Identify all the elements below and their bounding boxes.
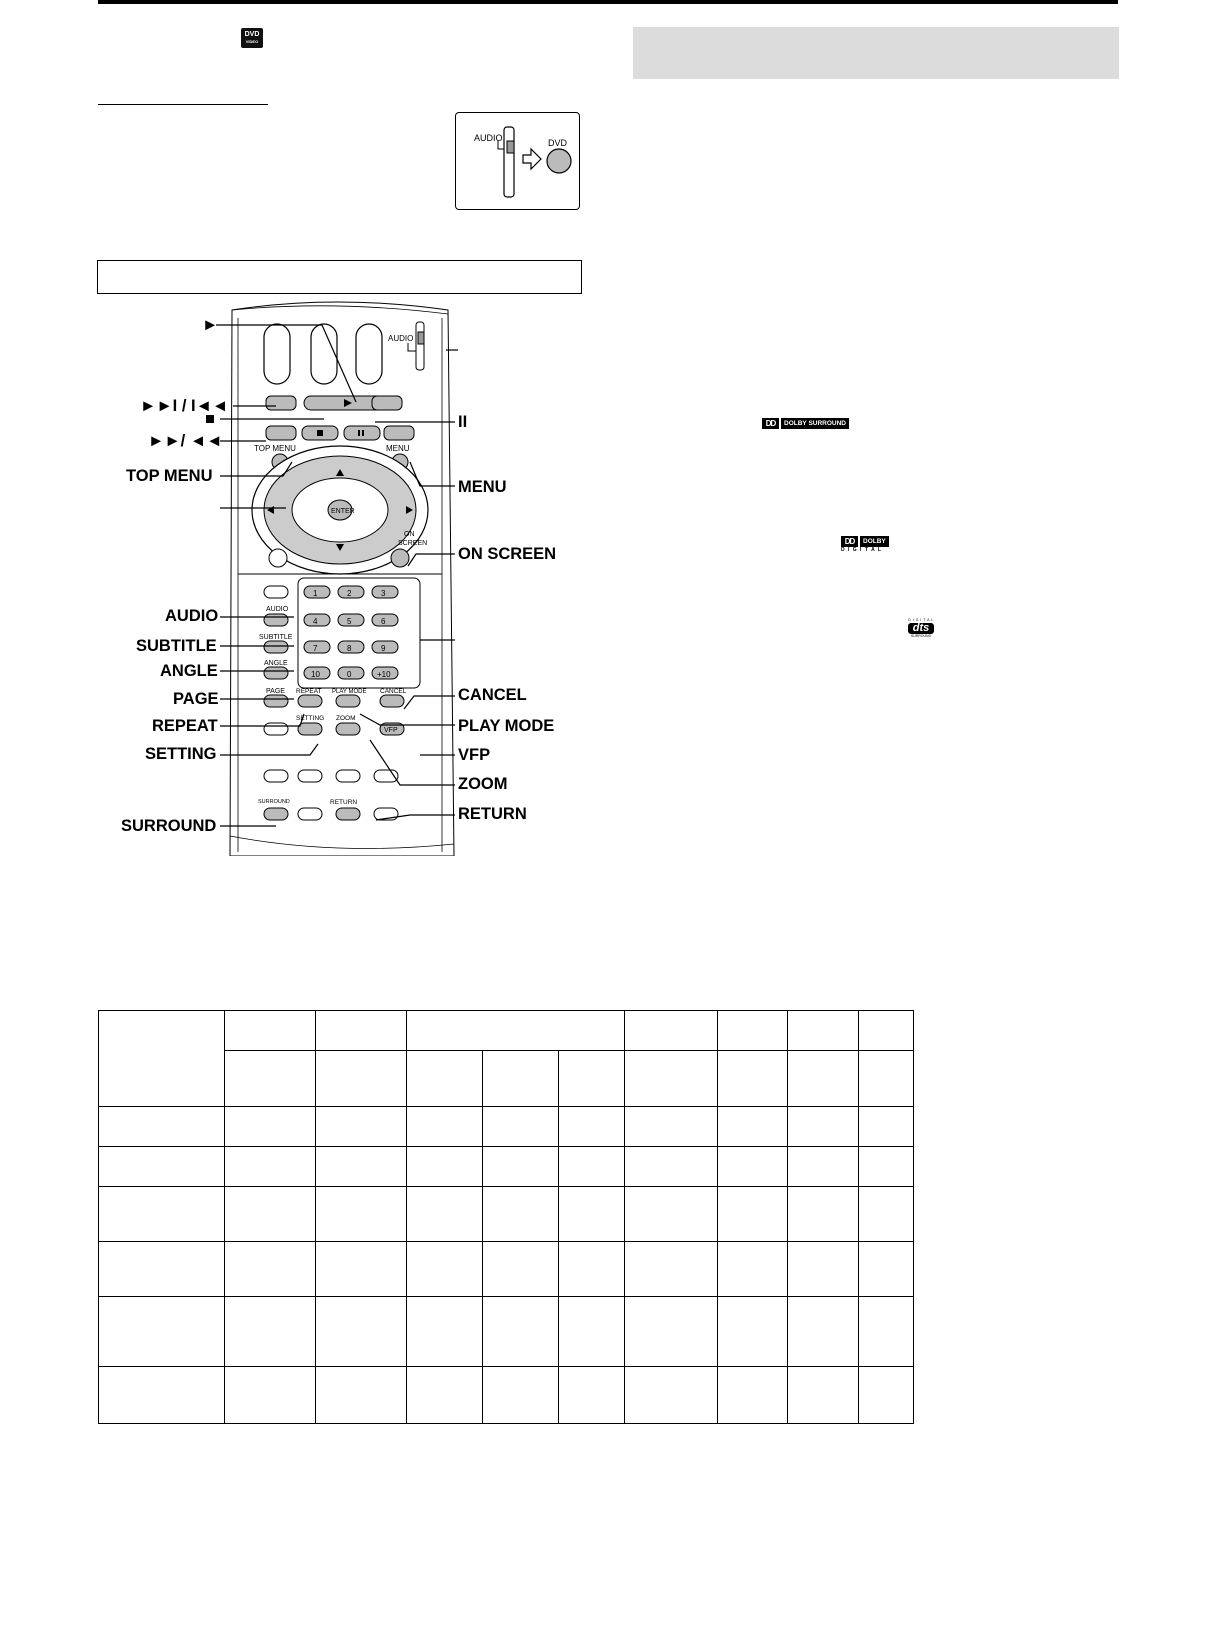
table-cell: [625, 1147, 718, 1187]
switch-label: AUDIO: [474, 133, 503, 143]
callout-menu: MENU: [458, 478, 507, 496]
table-cell: [559, 1107, 625, 1147]
table-cell: [407, 1367, 483, 1424]
remote-zoom-label: ZOOM: [336, 715, 356, 722]
callout-top-menu: TOP MENU: [126, 467, 213, 485]
table-cell: [99, 1187, 225, 1242]
table-cell: [483, 1187, 559, 1242]
key-0: 0: [347, 670, 352, 679]
table-cell: [225, 1147, 316, 1187]
table-cell: [407, 1011, 625, 1051]
table-cell: [316, 1187, 407, 1242]
callout-page: PAGE: [173, 690, 219, 708]
table-cell: [407, 1107, 483, 1147]
table-cell: [99, 1297, 225, 1367]
callout-repeat: REPEAT: [152, 717, 218, 735]
remote-enter-label: ENTER: [331, 508, 355, 515]
table-cell: [718, 1242, 788, 1297]
table-cell: [483, 1297, 559, 1367]
dvd-badge-line2: VIDEO: [245, 39, 259, 44]
table-cell: [483, 1051, 559, 1107]
dts-logo: [905, 618, 937, 639]
dolby-digital-text: DOLBY: [860, 536, 889, 547]
dvd-button-label: DVD: [548, 138, 568, 148]
table-cell: [559, 1367, 625, 1424]
table-cell: [316, 1051, 407, 1107]
table-cell: [559, 1297, 625, 1367]
remote-play-mode-label: PLAY MODE: [332, 689, 367, 695]
table-row: [99, 1367, 914, 1424]
table-cell: [316, 1147, 407, 1187]
table-cell: [859, 1011, 914, 1051]
table-cell: [483, 1367, 559, 1424]
table-cell: [99, 1242, 225, 1297]
callout-angle: ANGLE: [160, 662, 218, 680]
table-cell: [99, 1147, 225, 1187]
key-plus10: +10: [377, 670, 391, 679]
table-row: [99, 1187, 914, 1242]
table-cell: [788, 1011, 859, 1051]
table-cell: [407, 1051, 483, 1107]
callout-setting: SETTING: [145, 745, 217, 763]
key-6: 6: [381, 617, 386, 626]
table-cell: [718, 1367, 788, 1424]
table-cell: [625, 1242, 718, 1297]
dvd-badge-line1: DVD: [244, 31, 260, 38]
key-9: 9: [381, 644, 386, 653]
remote-return-label: RETURN: [330, 799, 358, 806]
dts-bottom-text: SURROUND: [910, 634, 932, 638]
callout-play: ►: [202, 316, 219, 334]
remote-vfp-label: VFP: [384, 727, 398, 734]
remote-audio-label: AUDIO: [266, 606, 289, 613]
table-cell: [788, 1147, 859, 1187]
table-cell: [788, 1367, 859, 1424]
remote-cancel-label: CANCEL: [380, 688, 407, 695]
remote-subtitle-label: SUBTITLE: [259, 634, 293, 641]
callout-zoom: ZOOM: [458, 775, 508, 793]
key-10: 10: [311, 670, 320, 679]
table-cell: [316, 1107, 407, 1147]
table-cell: [99, 1011, 225, 1107]
table-cell: [859, 1242, 914, 1297]
remote-surround-label: SURROUND: [258, 799, 290, 805]
table-cell: [625, 1011, 718, 1051]
playback-table: [98, 1010, 914, 1424]
table-cell: [718, 1051, 788, 1107]
remote-audio-switch-label: AUDIO: [388, 334, 414, 343]
key-5: 5: [347, 617, 352, 626]
callout-stop: ■: [205, 410, 215, 428]
table-cell: [483, 1107, 559, 1147]
dolby-digital-sub: D I G I T A L: [841, 547, 882, 553]
table-cell: [859, 1107, 914, 1147]
table-cell: [407, 1297, 483, 1367]
callout-subtitle: SUBTITLE: [136, 637, 217, 655]
table-cell: [225, 1367, 316, 1424]
remote-menu-label: MENU: [386, 444, 410, 453]
table-cell: [788, 1107, 859, 1147]
table-cell: [718, 1011, 788, 1051]
dolby-digital-logo: [841, 536, 901, 554]
table-cell: [718, 1147, 788, 1187]
table-cell: [225, 1187, 316, 1242]
table-cell: [407, 1147, 483, 1187]
table-cell: [99, 1367, 225, 1424]
table-cell: [559, 1187, 625, 1242]
table-cell: [859, 1187, 914, 1242]
remote-setting-label: SETTING: [296, 715, 325, 722]
callout-skip: ►►I / I◄◄: [140, 397, 229, 415]
callout-audio: AUDIO: [165, 607, 219, 625]
table-cell: [559, 1147, 625, 1187]
table-row: [99, 1107, 914, 1147]
key-8: 8: [347, 644, 352, 653]
table-cell: [483, 1242, 559, 1297]
table-cell: [859, 1051, 914, 1107]
table-cell: [625, 1187, 718, 1242]
table-cell: [316, 1367, 407, 1424]
remote-angle-label: ANGLE: [264, 660, 288, 667]
table-cell: [625, 1107, 718, 1147]
table-cell: [225, 1011, 316, 1051]
remote-top-menu-label: TOP MENU: [254, 444, 296, 453]
key-1: 1: [313, 589, 318, 598]
table-cell: [316, 1297, 407, 1367]
remote-screen-label: SCREEN: [398, 540, 428, 547]
table-row: [99, 1242, 914, 1297]
table-cell: [559, 1242, 625, 1297]
table-cell: [625, 1297, 718, 1367]
dts-mark: dts: [908, 623, 934, 634]
table-row: [99, 1297, 914, 1367]
table-row: [99, 1147, 914, 1187]
callout-vfp: VFP: [458, 746, 491, 764]
table-cell: [559, 1051, 625, 1107]
callout-cancel: CANCEL: [458, 686, 527, 704]
key-7: 7: [313, 644, 318, 653]
dolby-surround-text: DOLBY SURROUND: [781, 418, 849, 429]
table-cell: [718, 1297, 788, 1367]
callout-surround: SURROUND: [121, 817, 217, 835]
table-cell: [788, 1297, 859, 1367]
table-cell: [859, 1367, 914, 1424]
dts-top-text: D I G I T A L: [908, 618, 934, 622]
table-cell: [225, 1242, 316, 1297]
table-cell: [99, 1107, 225, 1147]
table-cell: [483, 1147, 559, 1187]
table-cell: [316, 1011, 407, 1051]
callout-return: RETURN: [458, 805, 527, 823]
callout-play-mode: PLAY MODE: [458, 717, 555, 735]
callout-search: ►►/ ◄◄: [148, 432, 223, 450]
dolby-digital-dd-icon: DD: [841, 536, 858, 547]
table-cell: [625, 1367, 718, 1424]
table-cell: [407, 1187, 483, 1242]
table-cell: [625, 1051, 718, 1107]
table-cell: [225, 1051, 316, 1107]
key-2: 2: [347, 589, 352, 598]
table-cell: [407, 1242, 483, 1297]
dolby-double-d-icon: DD: [762, 418, 779, 429]
remote-repeat-label: REPEAT: [296, 688, 322, 695]
table-cell: [788, 1242, 859, 1297]
table-cell: [788, 1187, 859, 1242]
table-cell: [859, 1297, 914, 1367]
table-cell: [718, 1187, 788, 1242]
key-3: 3: [381, 589, 386, 598]
table-cell: [788, 1051, 859, 1107]
remote-on-label: ON: [404, 531, 415, 538]
table-cell: [859, 1147, 914, 1187]
table-cell: [225, 1297, 316, 1367]
table-header-row: [99, 1011, 914, 1051]
callout-pause: II: [458, 413, 468, 431]
key-4: 4: [313, 617, 318, 626]
dolby-surround-logo: [762, 418, 849, 429]
table-cell: [718, 1107, 788, 1147]
callout-on-screen: ON SCREEN: [458, 545, 557, 563]
table-cell: [225, 1107, 316, 1147]
remote-page-label: PAGE: [266, 688, 285, 695]
table-cell: [316, 1242, 407, 1297]
